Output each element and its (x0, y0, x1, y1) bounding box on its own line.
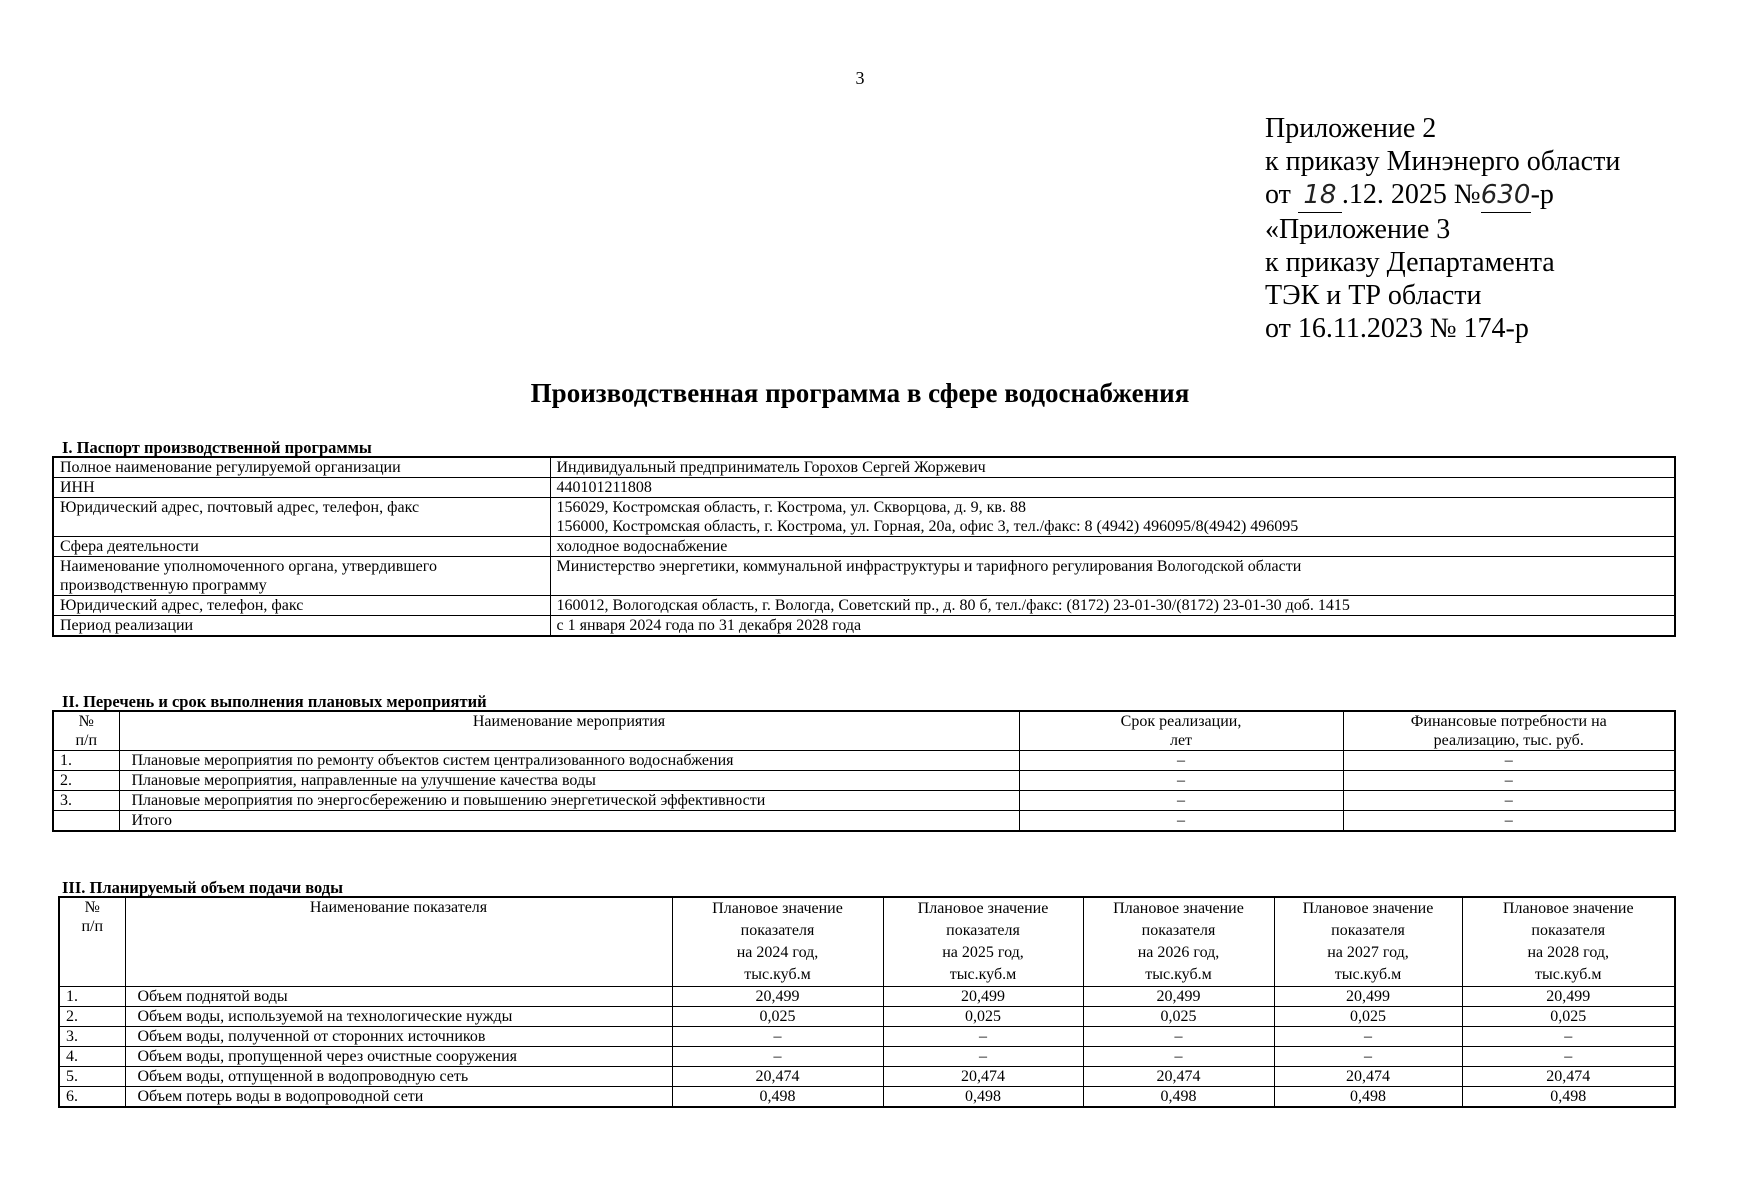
appendix-date-middle: .12. 2025 № (1341, 179, 1481, 210)
row-value: 20,499 (883, 987, 1083, 1007)
header-year-2024 (672, 897, 883, 987)
header-text: Плановое значение (712, 900, 843, 917)
header-text: тыс.куб.м (1145, 966, 1212, 983)
row-finance: – (1343, 771, 1675, 791)
passport-value: холодное водоснабжение (550, 537, 1675, 557)
row-value: – (672, 1027, 883, 1047)
appendix-line: к приказу Департамента (1265, 247, 1555, 278)
table-row (53, 557, 1675, 596)
row-name: Объем воды, полученной от сторонних источников (125, 1027, 672, 1047)
row-num: 3. (59, 1027, 125, 1047)
passport-value: 156029, Костромская область, г. Кострома, ул. Скворцова, д. 9, кв. 88 (556, 499, 1026, 516)
row-value: – (1462, 1027, 1675, 1047)
appendix-line: «Приложение 3 (1265, 214, 1451, 245)
row-value: 20,499 (1462, 987, 1675, 1007)
passport-label: Полное наименование регулируемой организации (53, 457, 550, 478)
header-text: № (84, 899, 100, 916)
passport-table (52, 456, 1676, 637)
row-value: 0,025 (1083, 1007, 1274, 1027)
row-name: Объем воды, отпущенной в водопроводную сеть (125, 1067, 672, 1087)
row-value: 20,499 (1274, 987, 1462, 1007)
passport-label: Юридический адрес, почтовый адрес, телефон, факс (53, 498, 550, 537)
row-value: 20,474 (883, 1067, 1083, 1087)
header-text: № (78, 713, 94, 730)
header-num (53, 711, 119, 751)
appendix-line: к приказу Минэнерго области (1265, 146, 1621, 177)
header-text: тыс.куб.м (949, 966, 1017, 983)
row-value: – (1083, 1047, 1274, 1067)
row-name: Плановые мероприятия по энергосбережению и повышению энергетической эффективности (119, 791, 1019, 811)
row-num: 1. (59, 987, 125, 1007)
passport-value: Индивидуальный предприниматель Горохов Сергей Жоржевич (550, 457, 1675, 478)
header-text: тыс.куб.м (1334, 966, 1402, 983)
row-value: – (883, 1047, 1083, 1067)
table-row (59, 987, 1675, 1007)
passport-label: Сфера деятельности (53, 537, 550, 557)
row-value: 0,025 (883, 1007, 1083, 1027)
header-text: показателя (1331, 922, 1405, 939)
row-name: Объем поднятой воды (125, 987, 672, 1007)
appendix-line: от 16.11.2023 № 174-р (1265, 313, 1529, 344)
row-value: 20,499 (672, 987, 883, 1007)
row-value: – (1083, 1027, 1274, 1047)
row-value: 20,474 (1083, 1067, 1274, 1087)
row-num: 3. (53, 791, 119, 811)
passport-value: 160012, Вологодская область, г. Вологда, Советский пр., д. 80 б, тел./факс: (8172) 23-01-30/(8172) 23-01-30 доб. 1415 (550, 596, 1675, 616)
row-value: – (672, 1047, 883, 1067)
row-num: 6. (59, 1087, 125, 1108)
row-name: Объем потерь воды в водопроводной сети (125, 1087, 672, 1108)
table-row (59, 1087, 1675, 1108)
row-num: 5. (59, 1067, 125, 1087)
header-text: п/п (75, 732, 98, 749)
row-finance: – (1343, 751, 1675, 771)
row-num: 2. (59, 1007, 125, 1027)
appendix-date-line (1265, 178, 1620, 213)
header-text: реализацию, тыс. руб. (1433, 732, 1584, 749)
row-value: 20,474 (672, 1067, 883, 1087)
header-year-2025 (883, 897, 1083, 987)
header-text: Плановое значение (1502, 900, 1634, 917)
row-value: – (1274, 1027, 1462, 1047)
table-header-row (53, 711, 1675, 751)
header-text: на 2028 год, (1527, 944, 1609, 961)
table-row (53, 751, 1675, 771)
row-value: 0,498 (1462, 1087, 1675, 1108)
row-num: 2. (53, 771, 119, 791)
passport-label: Наименование уполномоченного органа, утвердившего (60, 558, 437, 575)
passport-value: 440101211808 (550, 478, 1675, 498)
table-row (59, 1067, 1675, 1087)
passport-label: ИНН (53, 478, 550, 498)
row-value: 0,025 (672, 1007, 883, 1027)
row-value: – (883, 1027, 1083, 1047)
row-term: – (1019, 771, 1343, 791)
appendix-line: ТЭК и ТР области (1265, 280, 1482, 311)
header-term (1019, 711, 1343, 751)
section2-title: II. Перечень и срок выполнения плановых мероприятий (62, 692, 487, 711)
row-value: 0,498 (672, 1087, 883, 1108)
header-num (59, 897, 125, 987)
header-name: Наименование показателя (125, 897, 672, 987)
appendix-from: от (1265, 179, 1291, 210)
appendix-block (1265, 112, 1620, 345)
row-name: Плановые мероприятия по ремонту объектов систем централизованного водоснабжения (119, 751, 1019, 771)
header-text: Срок реализации, (1120, 713, 1242, 730)
header-name: Наименование мероприятия (119, 711, 1019, 751)
passport-value: Министерство энергетики, коммунальной инфраструктуры и тарифного регулирования Вологодской области (550, 557, 1675, 596)
handwritten-order-number: 630 (1481, 179, 1531, 213)
appendix-suffix: -р (1530, 179, 1554, 210)
row-value: – (1274, 1047, 1462, 1067)
table-row (53, 457, 1675, 478)
row-value: 20,499 (1083, 987, 1274, 1007)
row-value: – (1462, 1047, 1675, 1067)
header-finance (1343, 711, 1675, 751)
row-num: 4. (59, 1047, 125, 1067)
header-text: п/п (81, 918, 104, 935)
table-row (53, 596, 1675, 616)
row-name: Плановые мероприятия, направленные на улучшение качества воды (119, 771, 1019, 791)
section3-title: III. Планируемый объем подачи воды (62, 878, 343, 897)
row-finance: – (1343, 811, 1675, 832)
row-num (53, 811, 119, 832)
header-text: показателя (1531, 922, 1606, 939)
row-name: Итого (119, 811, 1019, 832)
row-value: 0,498 (1274, 1087, 1462, 1108)
row-num: 1. (53, 751, 119, 771)
row-value: 0,498 (883, 1087, 1083, 1108)
passport-value: 156000, Костромская область, г. Кострома, ул. Горная, 20а, офис 3, тел./факс: 8 (4942) 496095/8(4942) 496095 (556, 518, 1299, 535)
document-title: Производственная программа в сфере водоснабжения (530, 378, 1190, 408)
row-term: – (1019, 811, 1343, 832)
passport-label: Период реализации (53, 616, 550, 637)
activities-table (52, 710, 1676, 832)
row-term: – (1019, 751, 1343, 771)
row-name: Объем воды, пропущенной через очистные сооружения (125, 1047, 672, 1067)
header-text: лет (1169, 732, 1193, 749)
volume-table (58, 896, 1676, 1108)
header-text: Плановое значение (917, 900, 1049, 917)
header-text: на 2027 год, (1327, 944, 1409, 961)
table-row (53, 791, 1675, 811)
header-text: Финансовые потребности на (1410, 713, 1607, 730)
header-text: тыс.куб.м (1535, 966, 1602, 983)
section1-title: I. Паспорт производственной программы (62, 438, 372, 457)
header-text: на 2026 год, (1137, 944, 1220, 961)
passport-label: Юридический адрес, телефон, факс (53, 596, 550, 616)
table-row (59, 1047, 1675, 1067)
table-row (53, 498, 1675, 537)
table-row (59, 1027, 1675, 1047)
appendix-line: Приложение 2 (1265, 113, 1437, 144)
passport-value: с 1 января 2024 года по 31 декабря 2028 года (550, 616, 1675, 637)
header-text: на 2024 год, (736, 944, 819, 961)
table-header-row (59, 897, 1675, 987)
handwritten-day: 18 (1298, 179, 1342, 213)
passport-label: производственную программу (60, 577, 267, 594)
row-value: 0,025 (1462, 1007, 1675, 1027)
row-value: 20,474 (1274, 1067, 1462, 1087)
row-finance: – (1343, 791, 1675, 811)
passport-value-cell (550, 498, 1675, 537)
header-text: показателя (740, 922, 815, 939)
row-value: 0,498 (1083, 1087, 1274, 1108)
header-text: показателя (1141, 922, 1216, 939)
table-row (53, 537, 1675, 557)
header-text: Плановое значение (1113, 900, 1244, 917)
page-number: 3 (855, 68, 865, 88)
table-row (53, 771, 1675, 791)
table-row (59, 1007, 1675, 1027)
header-text: тыс.куб.м (744, 966, 811, 983)
row-term: – (1019, 791, 1343, 811)
table-row (53, 478, 1675, 498)
passport-label-cell (53, 557, 550, 596)
table-row (53, 616, 1675, 637)
header-year-2026 (1083, 897, 1274, 987)
row-value: 20,474 (1462, 1067, 1675, 1087)
header-year-2028 (1462, 897, 1675, 987)
header-text: Плановое значение (1302, 900, 1434, 917)
header-text: показателя (946, 922, 1020, 939)
header-text: на 2025 год, (942, 944, 1024, 961)
row-value: 0,025 (1274, 1007, 1462, 1027)
row-name: Объем воды, используемой на технологические нужды (125, 1007, 672, 1027)
header-year-2027 (1274, 897, 1462, 987)
table-row (53, 811, 1675, 832)
